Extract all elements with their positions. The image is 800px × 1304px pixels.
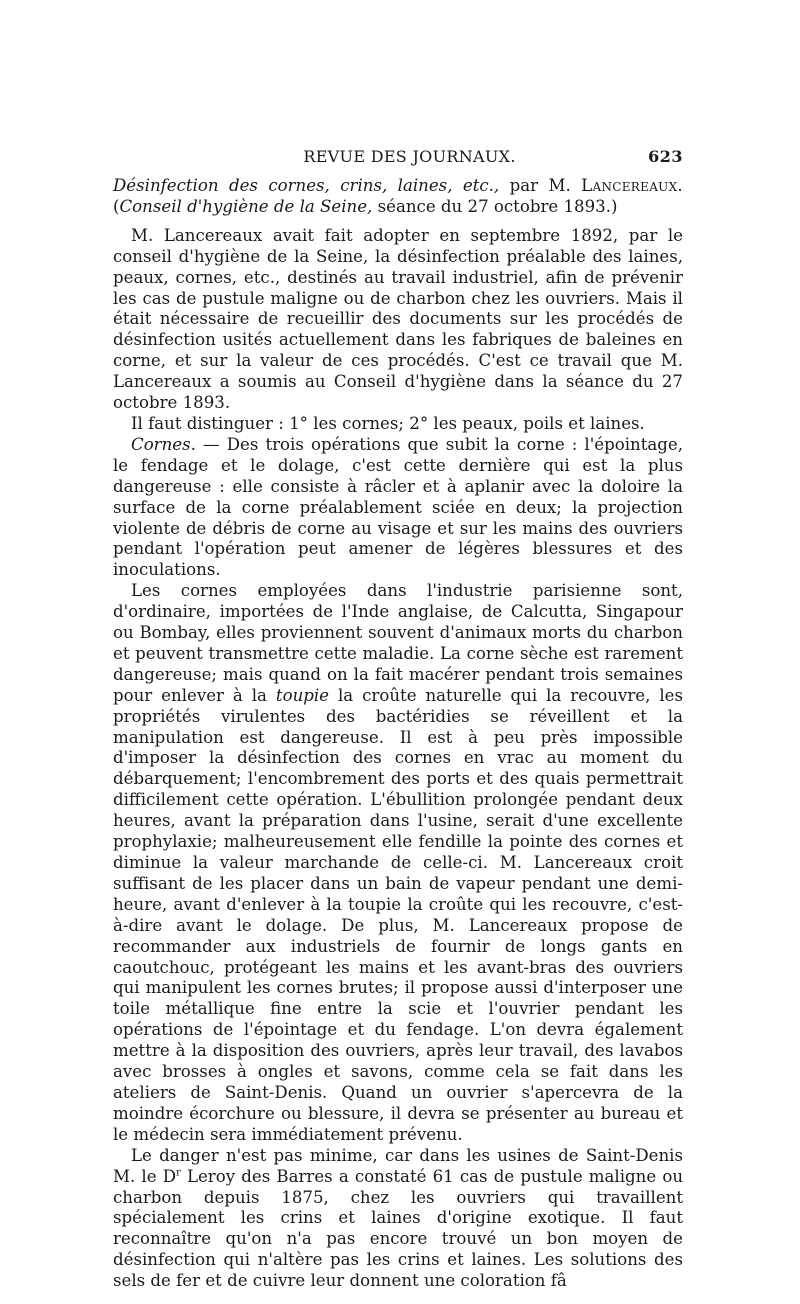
section-label-cornes: Cornes. <box>131 434 196 454</box>
paragraph-4-text-a: Les cornes employées dans l'industrie parisienne sont, d'ordinaire, importées de l'Inde anglaise, de Calcutta, Singapour ou Bombay, elles proviennent souvent d'animaux morts du charbon et peuvent transmettre cette maladie. La corne sèche est rarement dangereuse; mais quand on la fait macérer pendant trois semaines pour enlever à la <box>113 581 683 705</box>
book-page <box>113 146 683 1292</box>
emphasis-toupie: toupie <box>275 685 330 705</box>
author-prefix: par M. <box>499 176 582 195</box>
source-close: séance du 27 octobre 1893.) <box>372 196 618 216</box>
doctor-superscript: r <box>176 1167 181 1179</box>
paragraph-4-text-b: la croûte naturelle qui la recouvre, les propriétés virulentes des bactéridies se réveillent et la manipulation est dangereuse. Il est à peu près impossible d'imposer la désinfection des cornes en vrac au moment du débarquement; l'encombrement des ports et des quais permettrait difficilement cette opération. L'ébullition prolongée pendant deux heures, avant la préparation dans l'usine, serait d'une excellente prophylaxie; malheureusement elle fendille la pointe des cornes et diminue la valeur marchande de celle-ci. M. Lancereaux croit suffisant de les placer dans un bain de vapeur pendant une demi-heure, avant d'enlever à la toupie la croûte qui les recouvre, c'est-à-dire avant le dolage. De plus, M. Lancereaux propose de recommander aux industriels de fournir de longs gants en caoutchouc, protégeant les mains et les avant-bras des ouvriers qui manipulent les cornes brutes; il propose aussi d'interposer une toile métallique fine entre la scie et l'ouvrier pendant les opérations de l'épointage et du fendage. L'on devra également mettre à la disposition des ouvriers, après leur travail, des lavabos avec brosses à ongles et savons, comme cela se fait dans les ateliers de Saint-Denis. Quand un ouvrier s'apercevra de la moindre écorchure ou blessure, il devra se présenter au bureau et le médecin sera immédiatement prévenu. <box>113 685 683 1144</box>
page-number: 623 <box>648 147 683 166</box>
article-title: Désinfection des cornes, crins, laines, etc., <box>113 176 500 195</box>
paragraph-1: M. Lancereaux avait fait adopter en septembre 1892, par le conseil d'hygiène de la Seine, la désinfection préalable des laines, peaux, cornes, etc., destinés au travail industriel, afin de prévenir les cas de pustule maligne ou de charbon chez les ouvriers. Mais il était nécessaire de recueillir des documents sur les procédés de désinfection usités actuellement dans les fabriques de baleines en corne, et sur la valeur de ces procédés. C'est ce travail que M. Lancereaux a soumis au Conseil d'hygiène dans la séance du 27 octobre 1893. <box>113 225 683 413</box>
paragraph-3-text: — Des trois opérations que subit la corne : l'épointage, le fendage et le dolage, c'est cette dernière qui est la plus dangereuse : elle consiste à râcler et à aplanir avec la doloire la surface de la corne préalablement sciée en deux; la projection violente de débris de corne au visage et sur les mains des ouvriers pendant l'opération peut amener de légères blessures et des inoculations. <box>113 434 683 580</box>
paragraph-5-text-b: Leroy des Barres a constaté 61 cas de pustule maligne ou charbon depuis 1875, chez les ouvriers qui travaillent spécialement les crins et laines d'origine exotique. Il faut reconnaître qu'on n'a pas encore trouvé un bon moyen de désinfection qui n'altère pas les crins et laines. Les solutions des sels de fer et de cuivre leur donnent une coloration fâ <box>113 1166 684 1291</box>
paragraph-3 <box>113 435 683 581</box>
paragraph-5 <box>113 1146 683 1292</box>
article-body <box>113 176 683 1292</box>
article-heading <box>113 176 683 218</box>
article-author: Lancereaux. <box>581 176 683 195</box>
article-source: Conseil d'hygiène de la Seine, <box>119 196 373 216</box>
paragraph-4 <box>113 581 683 1145</box>
running-head <box>113 146 683 168</box>
paragraph-2: Il faut distinguer : 1° les cornes; 2° les peaux, poils et laines. <box>131 413 645 433</box>
running-title: REVUE DES JOURNAUX. <box>303 147 516 166</box>
paragraph-5-text-a: Le danger n'est pas minime, car dans les usines de Saint-Denis M. le D <box>113 1145 683 1186</box>
source-open: ( <box>113 196 120 216</box>
